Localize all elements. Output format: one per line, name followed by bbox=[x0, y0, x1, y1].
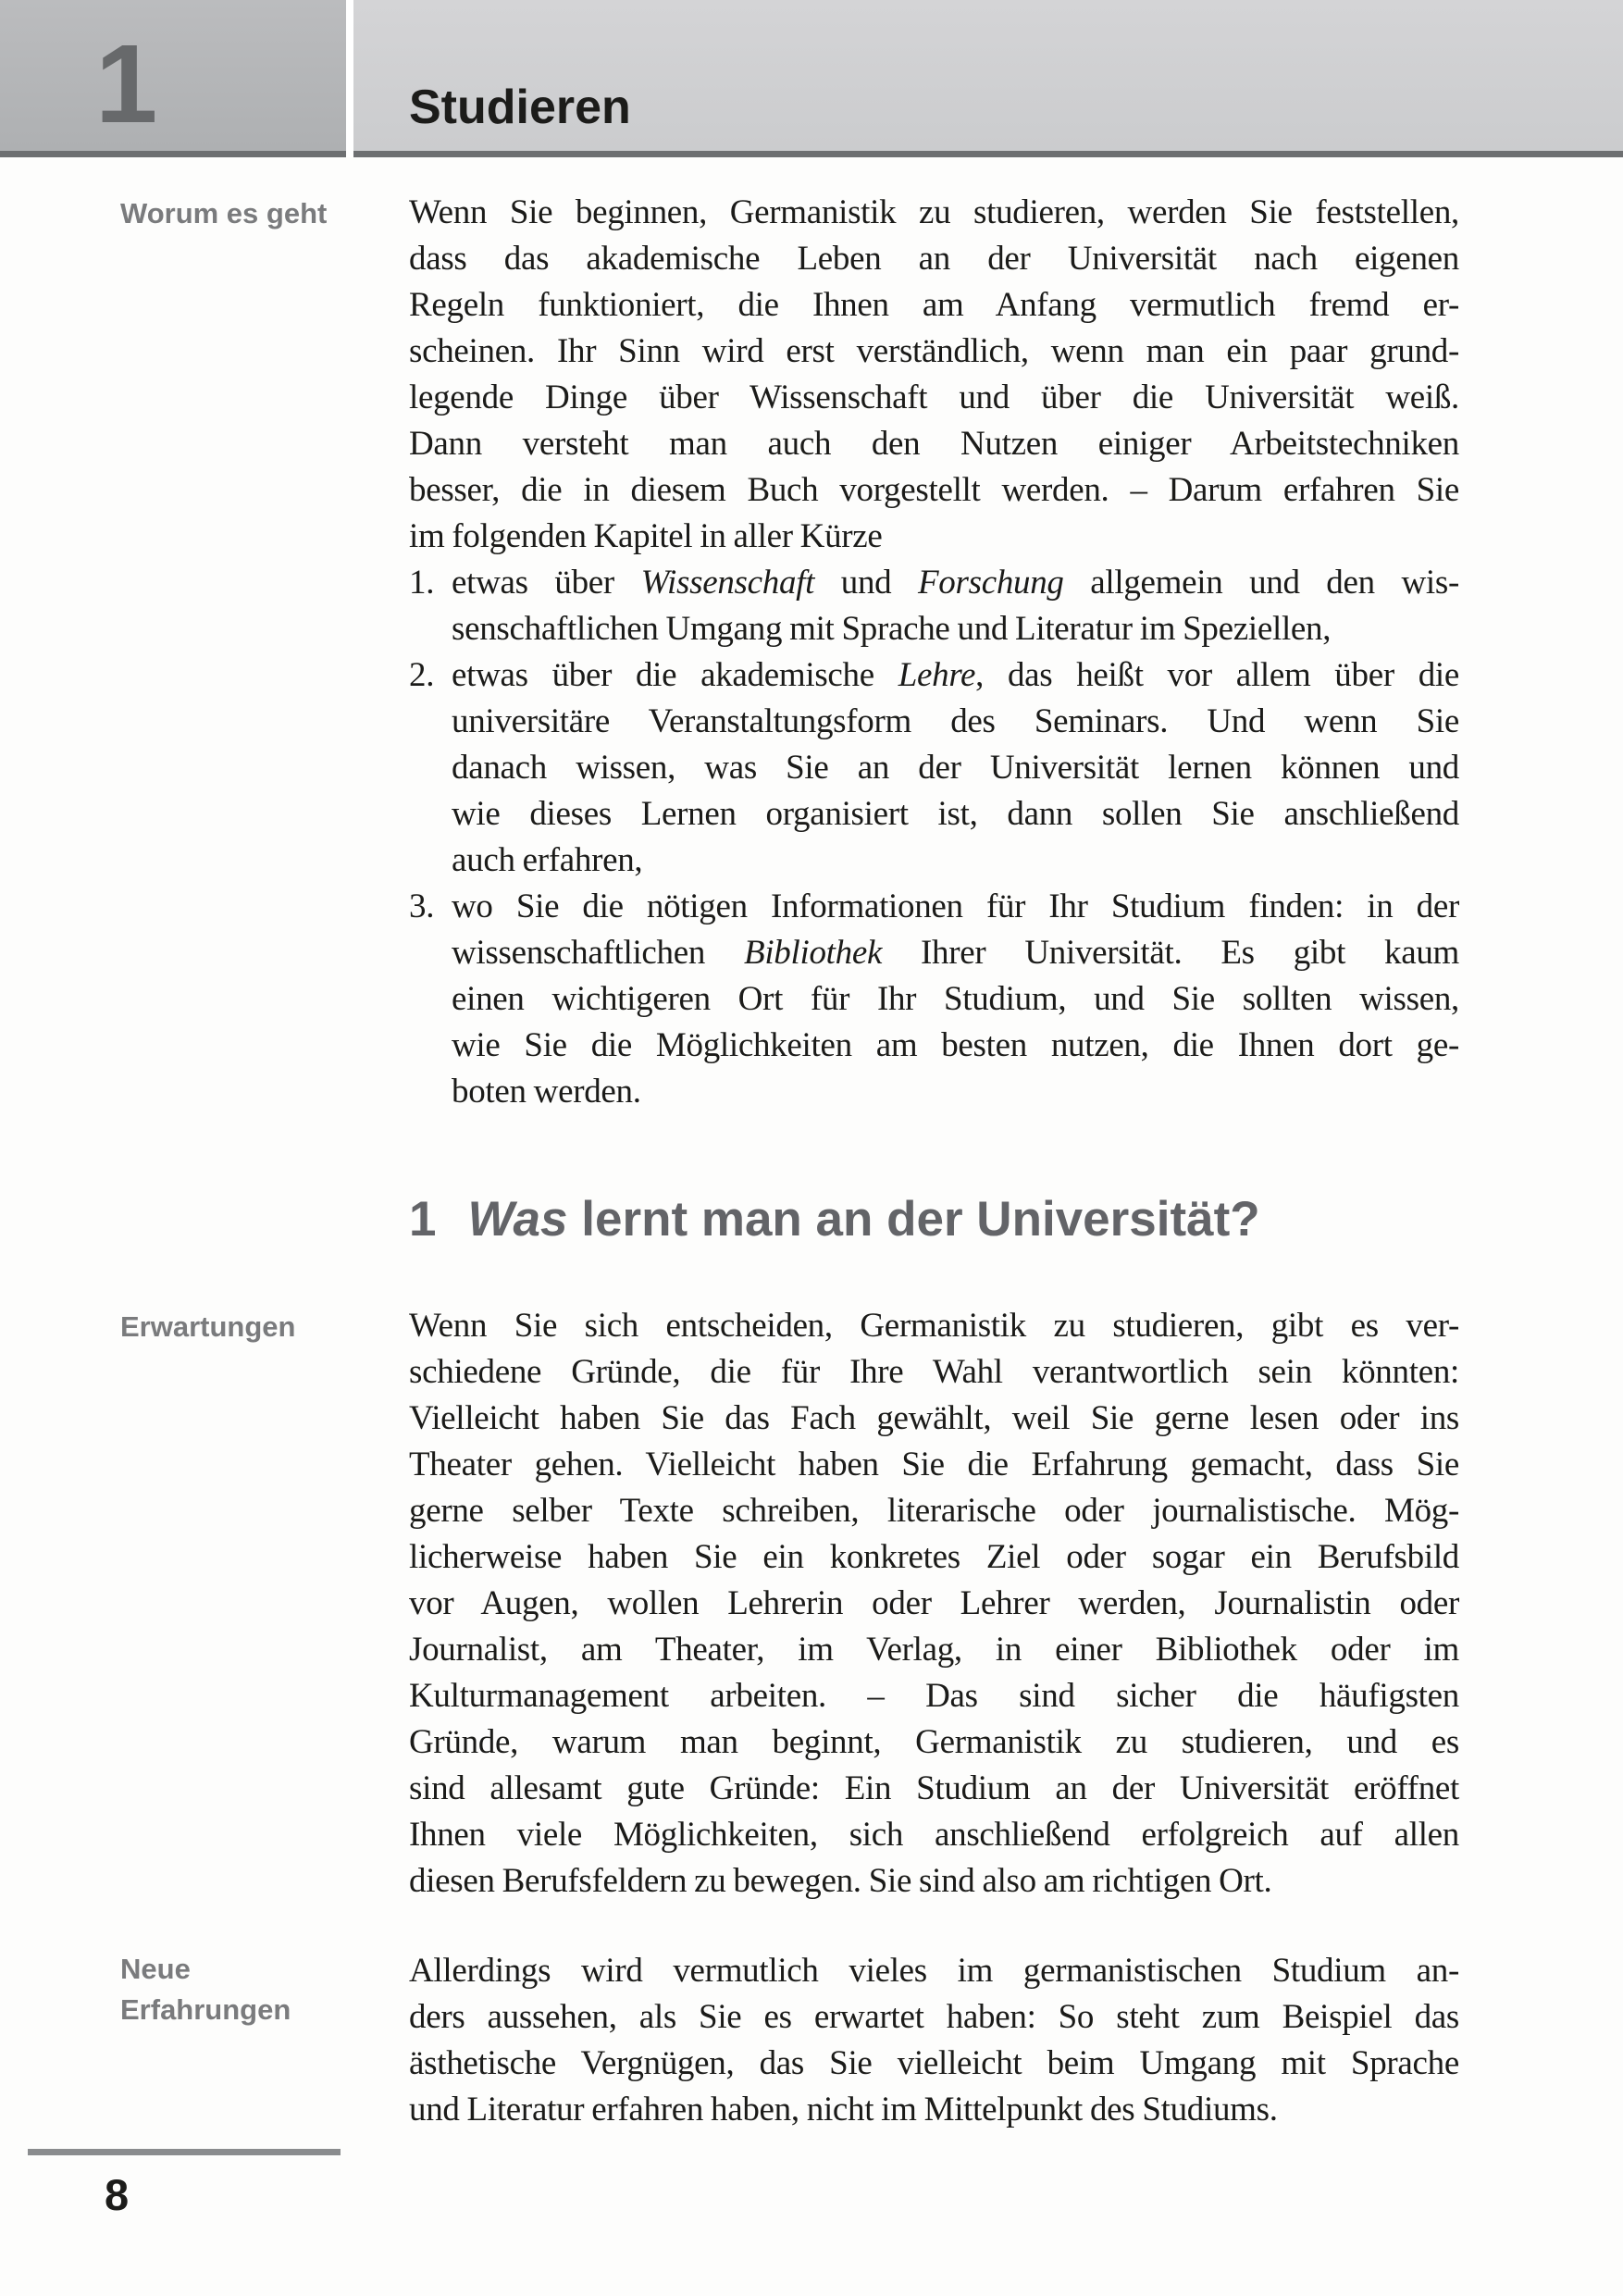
text-line: schiedene Gründe, die für Ihre Wahl verantwortlich sein könnten: bbox=[409, 1353, 1459, 1391]
margin-label-erwartungen: Erwartungen bbox=[120, 1310, 296, 1343]
text-line: wie Sie die Möglichkeiten am besten nutzen, die Ihnen dort ge- bbox=[452, 1026, 1459, 1064]
list-marker: 3. bbox=[409, 887, 435, 925]
text-line: sind allesamt gute Gründe: Ein Studium an der Universität eröffnet bbox=[409, 1769, 1459, 1807]
text-line: universitäre Veranstaltungsform des Seminars. Und wenn Sie bbox=[452, 702, 1459, 740]
chapter-number: 1 bbox=[95, 20, 158, 146]
section-title-rest: lernt man an der Universität? bbox=[567, 1192, 1260, 1247]
text-line: Theater gehen. Vielleicht haben Sie die Erfahrung gemacht, dass Sie bbox=[409, 1446, 1459, 1483]
emphasized-text: Forschung bbox=[918, 564, 1064, 602]
text-line: Wenn Sie sich entscheiden, Germanistik zu studieren, gibt es ver- bbox=[409, 1307, 1459, 1345]
text-line: und Literatur erfahren haben, nicht im Mittelpunkt des Studiums. bbox=[409, 2091, 1278, 2128]
text-line: Regeln funktioniert, die Ihnen am Anfang vermutlich fremd er- bbox=[409, 286, 1459, 324]
text-line: ders aussehen, als Sie es erwartet haben: So steht zum Beispiel das bbox=[409, 1998, 1459, 2036]
new-experiences-paragraph bbox=[409, 1948, 1459, 2133]
text-line: vor Augen, wollen Lehrerin oder Lehrer werden, Journalistin oder bbox=[409, 1584, 1459, 1622]
section-title-emphasis: Was bbox=[467, 1192, 568, 1247]
text-line: Allerdings wird vermutlich vieles im germanistischen Studium an- bbox=[409, 1952, 1459, 1990]
text-line: ästhetische Vergnügen, das Sie vielleicht beim Umgang mit Sprache bbox=[409, 2044, 1459, 2082]
text-line: licherweise haben Sie ein konkretes Ziel oder sogar ein Berufsbild bbox=[409, 1538, 1459, 1576]
margin-label-neue-erfahrungen bbox=[120, 1949, 352, 2030]
text-line: diesen Berufsfeldern zu bewegen. Sie sind also am richtigen Ort. bbox=[409, 1862, 1272, 1900]
text-line: dass das akademische Leben an der Universität nach eigenen bbox=[409, 240, 1459, 278]
list-marker: 1. bbox=[409, 564, 435, 602]
emphasized-text: Wissenschaft bbox=[640, 564, 815, 602]
chapter-title: Studieren bbox=[409, 81, 631, 134]
header-divider-gap bbox=[346, 0, 353, 157]
chapter-title-box bbox=[353, 0, 1623, 157]
text-line: Ihnen viele Möglichkeiten, sich anschließend erfolgreich auf allen bbox=[409, 1816, 1459, 1854]
text-line: im folgenden Kapitel in aller Kürze bbox=[409, 517, 883, 555]
text-line: boten werden. bbox=[452, 1073, 641, 1111]
emphasized-text: Bibliothek bbox=[744, 934, 883, 972]
list-item bbox=[409, 884, 1459, 1115]
text-line: senschaftlichen Umgang mit Sprache und Literatur im Speziellen, bbox=[452, 610, 1332, 648]
text-line: etwas über Wissenschaft und Forschung allgemein und den wis- bbox=[452, 564, 1459, 602]
text-line: Kulturmanagement arbeiten. – Das sind sicher die häufigsten bbox=[409, 1677, 1459, 1715]
text-line: wo Sie die nötigen Informationen für Ihr Studium finden: in der bbox=[452, 887, 1459, 925]
text-line: Gründe, warum man beginnt, Germanistik zu studieren, und es bbox=[409, 1723, 1459, 1761]
text-line: etwas über die akademische Lehre, das heißt vor allem über die bbox=[452, 656, 1459, 694]
margin-label-worum-es-geht: Worum es geht bbox=[120, 197, 328, 230]
expectations-paragraph bbox=[409, 1303, 1459, 1905]
chapter-number-box bbox=[0, 0, 346, 157]
text-line: gerne selber Texte schreiben, literarische oder journalistische. Mög- bbox=[409, 1492, 1459, 1530]
text-line: Neue bbox=[120, 1953, 191, 1985]
chapter-header-band bbox=[0, 0, 1623, 157]
text-line: Erfahrungen bbox=[120, 1993, 291, 2026]
list-item bbox=[409, 652, 1459, 884]
emphasized-text: Lehre bbox=[898, 656, 976, 694]
section-number: 1 bbox=[409, 1192, 437, 1247]
intro-numbered-list bbox=[409, 560, 1459, 1115]
section-heading bbox=[409, 1192, 1459, 1247]
text-line: legende Dinge über Wissenschaft und über die Universität weiß. bbox=[409, 379, 1459, 416]
list-marker: 2. bbox=[409, 656, 435, 694]
text-line: Vielleicht haben Sie das Fach gewählt, weil Sie gerne lesen oder ins bbox=[409, 1399, 1459, 1437]
text-line: auch erfahren, bbox=[452, 841, 643, 879]
text-line: scheinen. Ihr Sinn wird erst verständlich, wenn man ein paar grund- bbox=[409, 332, 1459, 370]
text-line: Dann versteht man auch den Nutzen einiger Arbeitstechniken bbox=[409, 425, 1459, 463]
footer-rule bbox=[28, 2149, 341, 2155]
text-line: Wenn Sie beginnen, Germanistik zu studieren, werden Sie feststellen, bbox=[409, 193, 1459, 231]
text-line: besser, die in diesem Buch vorgestellt werden. – Darum erfahren Sie bbox=[409, 471, 1459, 509]
list-item bbox=[409, 560, 1459, 652]
intro-paragraph bbox=[409, 190, 1459, 560]
text-line: wissenschaftlichen Bibliothek Ihrer Universität. Es gibt kaum bbox=[452, 934, 1459, 972]
text-line: einen wichtigeren Ort für Ihr Studium, und Sie sollten wissen, bbox=[452, 980, 1459, 1018]
text-line: danach wissen, was Sie an der Universität lernen können und bbox=[452, 749, 1459, 787]
text-line: Journalist, am Theater, im Verlag, in einer Bibliothek oder im bbox=[409, 1631, 1459, 1669]
text-line: wie dieses Lernen organisiert ist, dann sollen Sie anschließend bbox=[452, 795, 1459, 833]
page-number: 8 bbox=[105, 2170, 130, 2219]
